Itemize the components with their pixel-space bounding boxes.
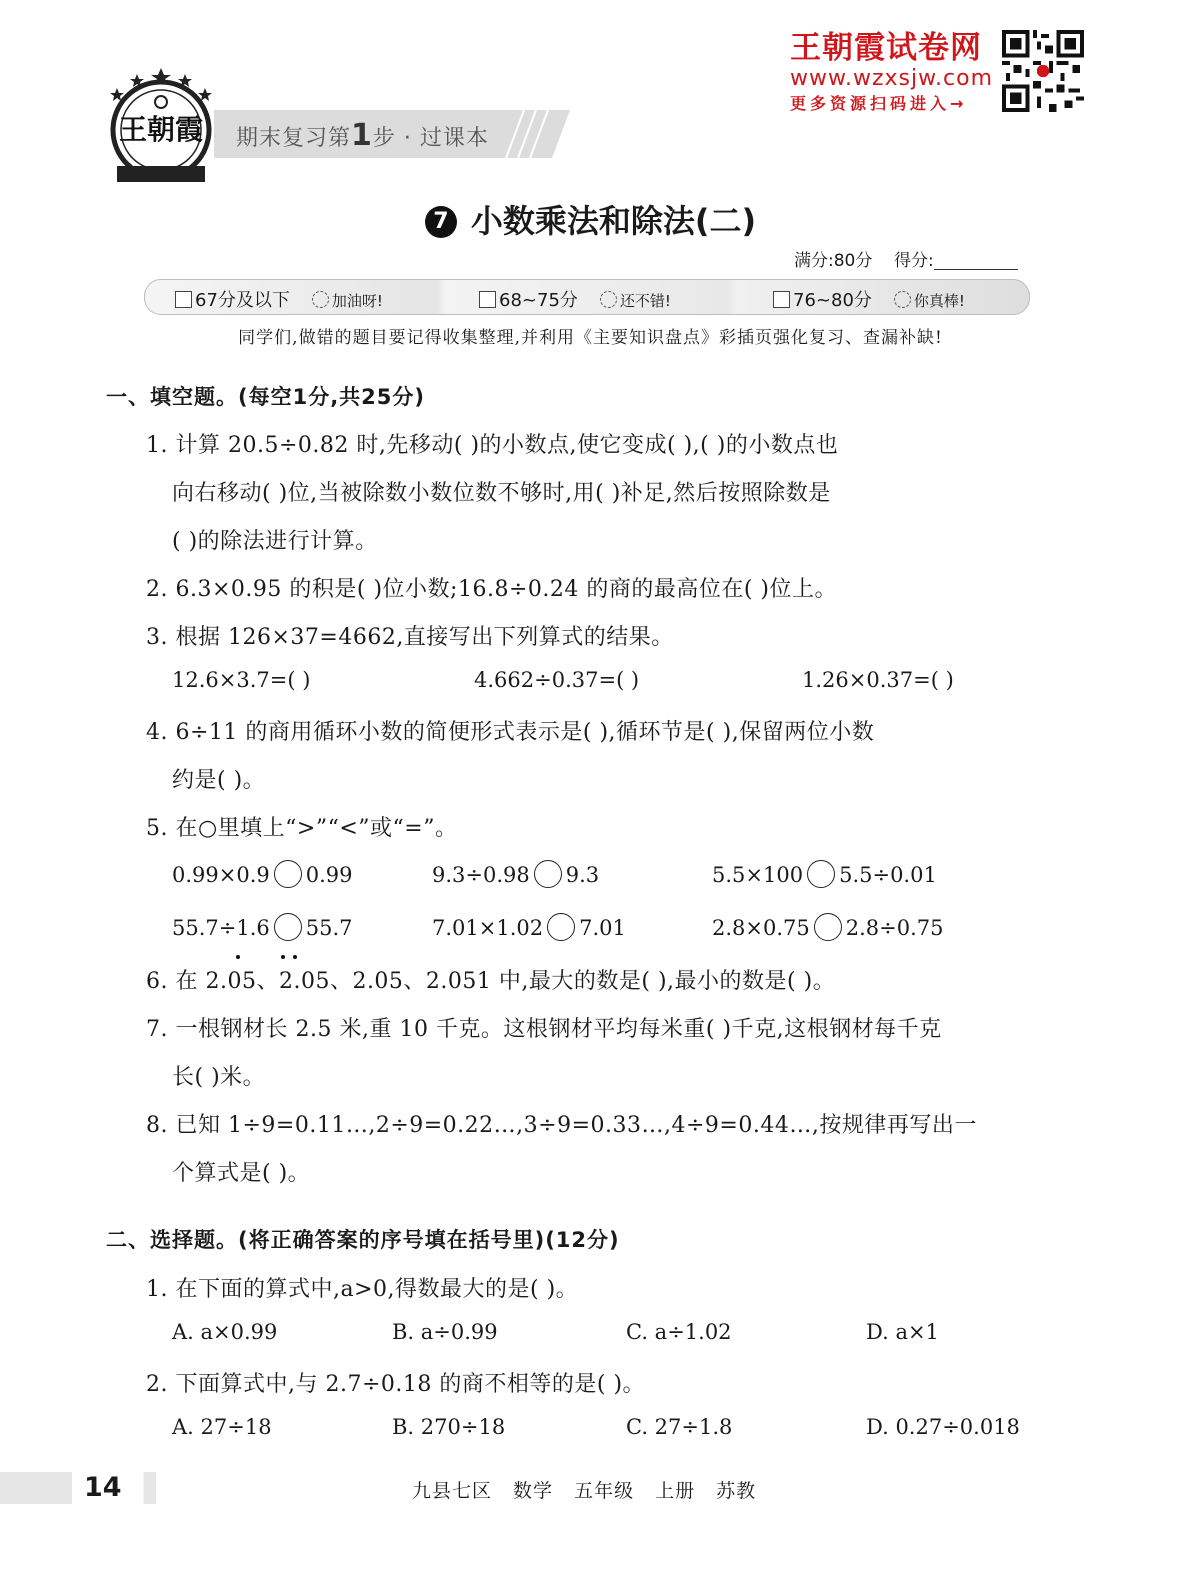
s2-q1-option-b[interactable]: B. a÷0.99 (392, 1320, 498, 1344)
s2-q1-line: 1. 在下面的算式中,a>0,得数最大的是( )。 (146, 1277, 579, 1302)
header-banner (236, 118, 489, 153)
s2-q2-line: 2. 下面算式中,与 2.7÷0.18 的商不相等的是( )。 (146, 1372, 646, 1397)
s2-q1-option-a[interactable]: A. a×0.99 (172, 1320, 278, 1344)
q5-compare-4 (172, 913, 353, 941)
footer-text: 九县七区 数学 五年级 上册 苏教 (412, 1480, 757, 1502)
s2-q2-option-a[interactable]: A. 27÷18 (172, 1415, 272, 1439)
grade-range: 76~80分 (793, 290, 872, 311)
q3-item-1: 12.6×3.7=( ) (172, 668, 311, 692)
title-number-badge: 7 (425, 206, 457, 238)
grade-comment: 你真棒! (913, 292, 965, 310)
section-2-title: 二、选择题。(将正确答案的序号填在括号里)(12分) (106, 1228, 620, 1252)
title-text: 小数乘法和除法(二) (470, 202, 757, 240)
grade-checkbox[interactable] (175, 291, 192, 308)
compare-circle[interactable] (807, 860, 835, 888)
q1-line-2: 向右移动( )位,当被除数小数位数不够时,用( )补足,然后按照除数是 (172, 481, 831, 506)
q8-line-1: 8. 已知 1÷9=0.11…,2÷9=0.22…,3÷9=0.33…,4÷9=0.44…,按规律再写出一 (146, 1113, 977, 1138)
q5-compare-1 (172, 860, 353, 888)
grade-option-3[interactable] (773, 286, 965, 312)
s2-q1-option-d[interactable]: D. a×1 (866, 1320, 939, 1344)
score-blank[interactable] (934, 251, 1018, 270)
q3-line: 3. 根据 126×37=4662,直接写出下列算式的结果。 (146, 625, 674, 650)
brand-url[interactable]: www.wzxsjw.com (790, 66, 994, 91)
s2-q1-option-c[interactable]: C. a÷1.02 (626, 1320, 732, 1344)
grade-option-2[interactable] (479, 286, 671, 312)
brand-more: 更多资源扫码进入→ (790, 94, 968, 113)
q5-right: 9.3 (565, 863, 600, 887)
full-score: 满分:80分 (794, 251, 873, 271)
footer-bar (0, 1472, 156, 1504)
q1-line-3: ( )的除法进行计算。 (172, 529, 378, 554)
review-notice: 同学们,做错的题目要记得收集整理,并利用《主要知识盘点》彩插页强化复习、查漏补缺! (238, 328, 943, 348)
q5-right: 2.8÷0.75 (845, 916, 944, 940)
q7-line-2: 长( )米。 (172, 1065, 266, 1090)
q4-line-1: 4. 6÷11 的商用循环小数的简便形式表示是( ),循环节是( ),保留两位小数 (146, 720, 875, 745)
banner-post: 步 · 过课本 (372, 126, 489, 151)
q5-right: 5.5÷0.01 (839, 863, 937, 887)
page-title (0, 196, 1181, 242)
banner-pre: 期末复习第 (236, 126, 352, 151)
q5-compare-6 (712, 913, 944, 941)
grade-bar (144, 279, 1030, 315)
q4-line-2: 约是( )。 (172, 768, 266, 793)
q5-left: 55.7÷1.6 (172, 916, 270, 940)
q5-compare-5 (432, 913, 626, 941)
q8-line-2: 个算式是( )。 (172, 1161, 311, 1186)
section-1-title: 一、填空题。(每空1分,共25分) (106, 385, 426, 409)
q5-left: 7.01×1.02 (432, 916, 544, 940)
q5-right: 0.99 (305, 863, 353, 887)
compare-circle[interactable] (274, 860, 302, 888)
score-label: 得分: (893, 251, 934, 271)
q5-right: 55.7 (305, 916, 353, 940)
grade-comment: 加油呀! (331, 292, 383, 310)
q5-left: 5.5×100 (712, 863, 804, 887)
compare-circle[interactable] (814, 913, 842, 941)
repeating-dot (293, 955, 297, 959)
q3-item-2: 4.662÷0.37=( ) (474, 668, 640, 692)
grade-range: 67分及以下 (195, 290, 290, 311)
q5-left: 2.8×0.75 (712, 916, 810, 940)
repeating-dot (281, 955, 285, 959)
q5-left: 9.3÷0.98 (432, 863, 530, 887)
grade-option-1[interactable] (175, 286, 383, 312)
q7-line-1: 7. 一根钢材长 2.5 米,重 10 千克。这根钢材平均每米重( )千克,这根钢材每千克 (146, 1017, 942, 1042)
grade-checkbox[interactable] (773, 291, 790, 308)
smiley-icon (894, 291, 911, 308)
compare-circle[interactable] (274, 913, 302, 941)
grade-range: 68~75分 (499, 290, 578, 311)
banner-step-number: 1 (351, 118, 373, 153)
compare-circle[interactable] (547, 913, 575, 941)
s2-q2-option-c[interactable]: C. 27÷1.8 (626, 1415, 733, 1439)
brand-block[interactable] (790, 30, 993, 116)
smiley-icon (312, 291, 329, 308)
score-line (794, 246, 1018, 271)
repeating-dot (236, 955, 240, 959)
q5-compare-3 (712, 860, 937, 888)
s2-q2-option-b[interactable]: B. 270÷18 (392, 1415, 506, 1439)
q2-line: 2. 6.3×0.95 的积是( )位小数;16.8÷0.24 的商的最高位在( )位上。 (146, 577, 838, 602)
q6-line: 6. 在 2.05、2.05、2.05、2.051 中,最大的数是( ),最小的数是( )。 (146, 969, 836, 994)
qr-code-icon[interactable] (1002, 30, 1084, 112)
q5-compare-2 (432, 860, 599, 888)
q5-left: 0.99×0.9 (172, 863, 270, 887)
s2-q2-option-d[interactable]: D. 0.27÷0.018 (866, 1415, 1020, 1439)
smiley-icon (600, 291, 617, 308)
q5-right: 7.01 (579, 916, 626, 940)
compare-circle[interactable] (534, 860, 562, 888)
logo-text: 王朝霞 (118, 113, 204, 146)
q5-line: 5. 在○里填上“>”“<”或“=”。 (146, 816, 458, 841)
grade-comment: 还不错! (619, 292, 671, 310)
q1-line-1: 1. 计算 20.5÷0.82 时,先移动( )的小数点,使它变成( ),( )的小数点也 (146, 433, 839, 458)
grade-checkbox[interactable] (479, 291, 496, 308)
wangzhaoxia-logo (103, 66, 219, 186)
page-number: 14 (84, 1472, 122, 1503)
brand-title: 王朝霞试卷网 (790, 30, 982, 66)
q3-item-3: 1.26×0.37=( ) (802, 668, 954, 692)
